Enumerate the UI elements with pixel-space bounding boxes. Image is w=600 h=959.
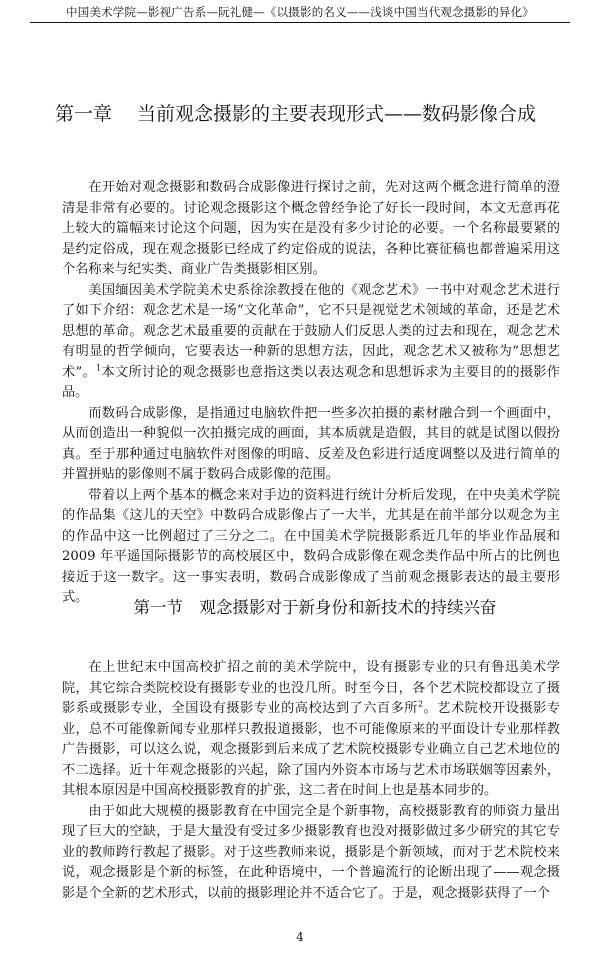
running-header: 中国美术学院—影视广告系—阮礼健—《以摄影的名义——浅谈中国当代观念摄影的异化》 [66, 5, 534, 19]
paragraph-text: 美国缅因美术学院美术史系徐涂教授在他的《观念艺术》一书中对观念艺术进行了如下介绍：观念艺术是一场“文化革命”，它不只是视觉艺术领域的革命，还是艺术思想的革命。观念艺术最重要的贡献在于鼓励人们反思人类的过去和现在，观念艺术有明显的哲学倾向，它要表达一种新的思想方法，因此，观念艺术又被称为“思想艺术”。 [62, 282, 560, 380]
section-body [62, 658, 560, 904]
page-number: 4 [296, 930, 304, 944]
paragraph-statistics: 带着以上两个基本的概念来对手边的资料进行统计分析后发现，在中央美术学院的作品集《这儿的天空》中数码合成影像占了一大半，尤其是在前半部分以观念为主的作品中这一比例超过了三分之二。在中国美术学院摄影系近几年的毕业作品展和2009 年平遥国际摄影节的高校展区中，数码合成影像在观念类作品中所占的比例也接近于这一数字。这一事实表明，数码合成影像成了当前观念摄影表达的最主要形式。 [62, 487, 560, 605]
footnote-ref-2: 2 [418, 699, 424, 709]
chapter-body [62, 178, 560, 609]
paragraph-text: 。艺术院校开设摄影专业，总不可能像新闻专业那样只教报道摄影，也不可能像原来的平面设计专业那样教广告摄影，可以这么说，观念摄影到后来成了艺术院校摄影专业确立自己艺术地位的不二选择。近十年观念摄影的兴起，除了国内外资本市场与艺术市场联姻等因素外，其根本原因是中国高校摄影教育的扩张，这二者在时间上也是基本同步的。 [62, 701, 561, 798]
section-title: 第一节 观念摄影对于新身份和新技术的持续兴奋 [133, 598, 497, 617]
paragraph-teachers: 由于如此大规模的摄影教育在中国完全是个新事物，高校摄影教育的师资力量出现了巨大的空缺，于是大量没有受过多少摄影教育也没对摄影做过多少研究的其它专业的教师跨行教起了摄影。对于这些教师来说，摄影是个新领域，而对于艺术院校来说，观念摄影是个新的标签，在此种语境中，一个普遍流行的论断出现了——观念摄影是个全新的艺术形式，以前的摄影理论并不适合它了。于是，观念摄影获得了一个 [62, 803, 560, 901]
paragraph-education [62, 658, 560, 802]
paragraph-text: 本文所讨论的观念摄影也意指这类以表达观念和思想诉求为主要目的的摄影作品。 [62, 364, 560, 400]
paragraph-conceptual-art [62, 281, 560, 404]
header-rule [30, 22, 570, 23]
paragraph-text: 在上世纪末中国高校扩招之前的美术学院中，设有摄影专业的只有鲁迅美术学院，其它综合类院校设有摄影专业的也没几所。时至今日，各个艺术院校都设立了摄影系或摄影专业，全国设有摄影专业的高校达到了六百多所 [62, 660, 560, 716]
paragraph-digital-composite: 而数码合成影像，是指通过电脑软件把一些多次拍摄的素材融合到一个画面中，从而创造出一种貌似一次拍摄完成的画面，其本质就是造假，其目的就是试图以假扮真。至于那种通过电脑软件对图像的明暗、反差及色彩进行适度调整以及进行简单的并置拼贴的影像则不属于数码合成影像的范围。 [62, 405, 560, 482]
chapter-title: 第一章 当前观念摄影的主要表现形式——数码影像合成 [55, 103, 537, 125]
footnote-ref-1: 1 [96, 363, 102, 373]
paragraph-intro: 在开始对观念摄影和数码合成影像进行探讨之前，先对这两个概念进行简单的澄清是非常有必要的。讨论观念摄影这个概念曾经争论了好长一段时间，本文无意再花上较大的篇幅来讨论这个问题，因为实在是没有多少讨论的必要。一个名称最要紧的是约定俗成，现在观念摄影已经成了约定俗成的说法，各种比赛征稿也都普遍采用这个名称来与纪实类、商业广告类摄影相区别。 [62, 180, 560, 277]
